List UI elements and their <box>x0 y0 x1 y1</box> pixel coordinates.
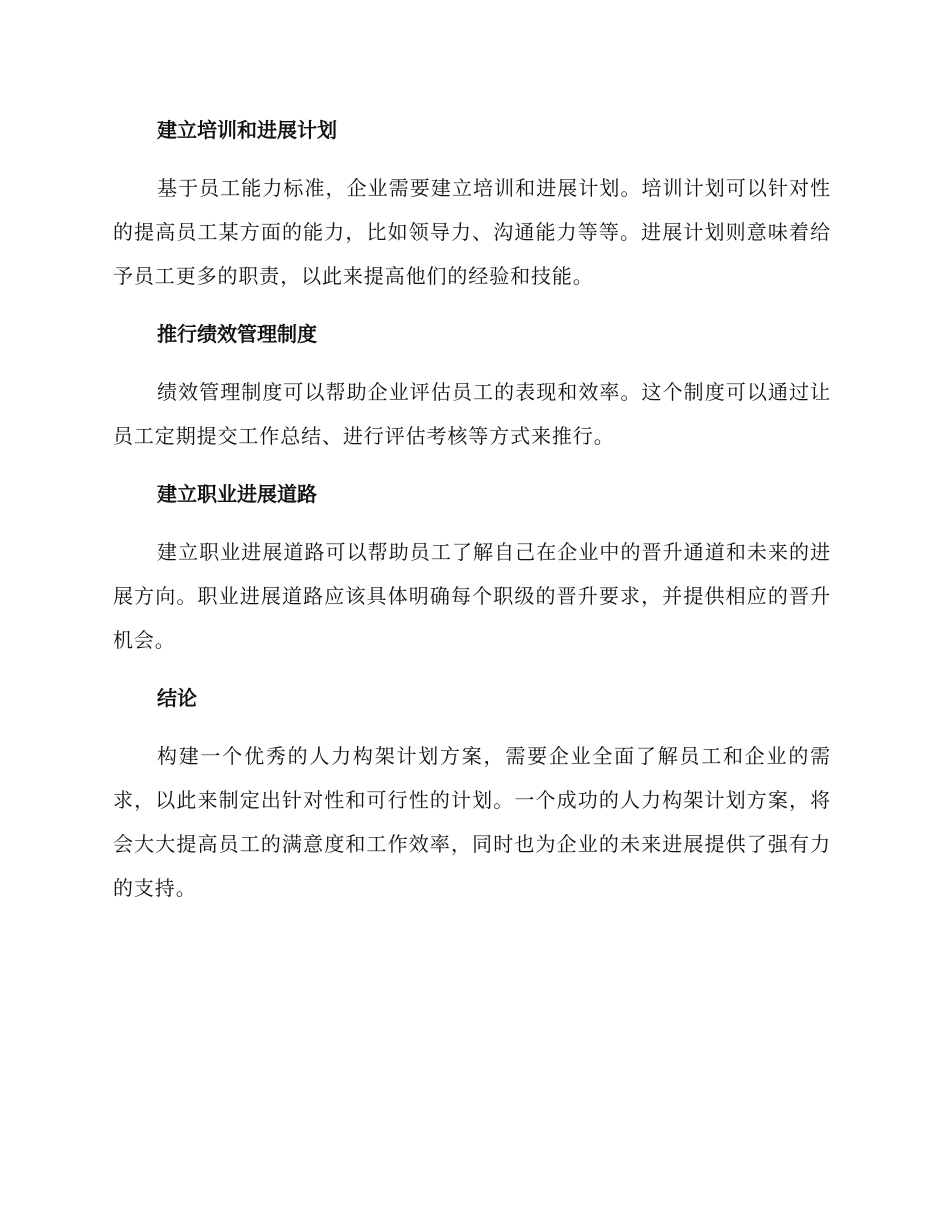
section-paragraph-career-path: 建立职业进展道路可以帮助员工了解自己在企业中的晋升通道和未来的进展方向。职业进展道路应该具体明确每个职级的晋升要求，并提供相应的晋升机会。 <box>113 540 831 652</box>
section-paragraph-conclusion: 构建一个优秀的人力构架计划方案，需要企业全面了解员工和企业的需求，以此来制定出针对性和可行性的计划。一个成功的人力构架计划方案，将会大大提高员工的满意度和工作效率，同时也为企业的未来进展提供了强有力的支持。 <box>113 744 831 900</box>
document-page <box>113 108 831 910</box>
section-heading-career-path: 建立职业进展道路 <box>157 482 317 506</box>
section-paragraph-performance: 绩效管理制度可以帮助企业评估员工的表现和效率。这个制度可以通过让员工定期提交工作总结、进行评估考核等方式来推行。 <box>113 380 831 448</box>
section-heading-training: 建立培训和进展计划 <box>157 118 337 142</box>
section-heading-conclusion: 结论 <box>157 686 197 710</box>
section-paragraph-training: 基于员工能力标准，企业需要建立培训和进展计划。培训计划可以针对性的提高员工某方面的能力，比如领导力、沟通能力等等。进展计划则意味着给予员工更多的职责，以此来提高他们的经验和技能。 <box>113 176 831 288</box>
section-heading-performance: 推行绩效管理制度 <box>157 322 317 346</box>
